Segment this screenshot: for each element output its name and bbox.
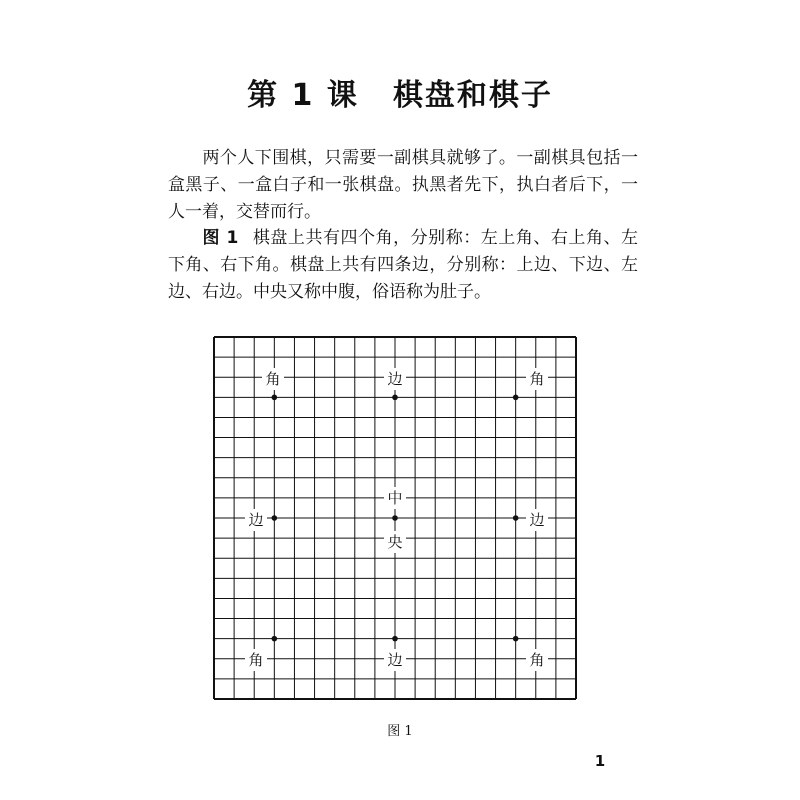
lesson-number: 第 1 课 bbox=[247, 78, 359, 113]
go-board bbox=[212, 335, 578, 701]
star-point bbox=[392, 395, 398, 401]
figure-description: 棋盘上共有四个角，分别称：左上角、右上角、左下角、右下角。棋盘上共有四条边，分别称：上边、下边、左边、右边。中央又称中腹，俗语称为肚子。 bbox=[168, 228, 639, 302]
star-point bbox=[272, 395, 278, 401]
intro-paragraph bbox=[168, 145, 638, 226]
label-bottom-right-corner: 角 bbox=[526, 649, 548, 671]
label-center-top: 中 bbox=[384, 487, 406, 509]
label-top-edge: 边 bbox=[384, 368, 406, 390]
lesson-name: 棋盘和棋子 bbox=[392, 78, 553, 113]
label-top-right-corner: 角 bbox=[526, 368, 548, 390]
star-point bbox=[392, 515, 398, 521]
star-point bbox=[392, 636, 398, 642]
intro-text: 两个人下围棋，只需要一副棋具就够了。一副棋具包括一盒黑子、一盒白子和一张棋盘。执黑者先下，执白者后下，一人一着，交替而行。 bbox=[168, 148, 638, 222]
star-point bbox=[513, 515, 519, 521]
label-left-edge: 边 bbox=[245, 509, 267, 531]
star-point bbox=[272, 515, 278, 521]
star-point bbox=[272, 636, 278, 642]
star-point bbox=[513, 395, 519, 401]
label-bottom-edge: 边 bbox=[384, 649, 406, 671]
figure-reference: 图 1 bbox=[202, 228, 239, 248]
label-top-left-corner: 角 bbox=[262, 368, 284, 390]
figure-caption: 图 1 bbox=[387, 724, 413, 739]
label-right-edge: 边 bbox=[526, 509, 548, 531]
star-point bbox=[513, 636, 519, 642]
label-bottom-left-corner: 角 bbox=[245, 649, 267, 671]
label-center-bottom: 央 bbox=[384, 531, 406, 553]
figure-paragraph bbox=[168, 225, 638, 306]
lesson-title bbox=[0, 70, 800, 114]
page-number: 1 bbox=[594, 752, 606, 770]
